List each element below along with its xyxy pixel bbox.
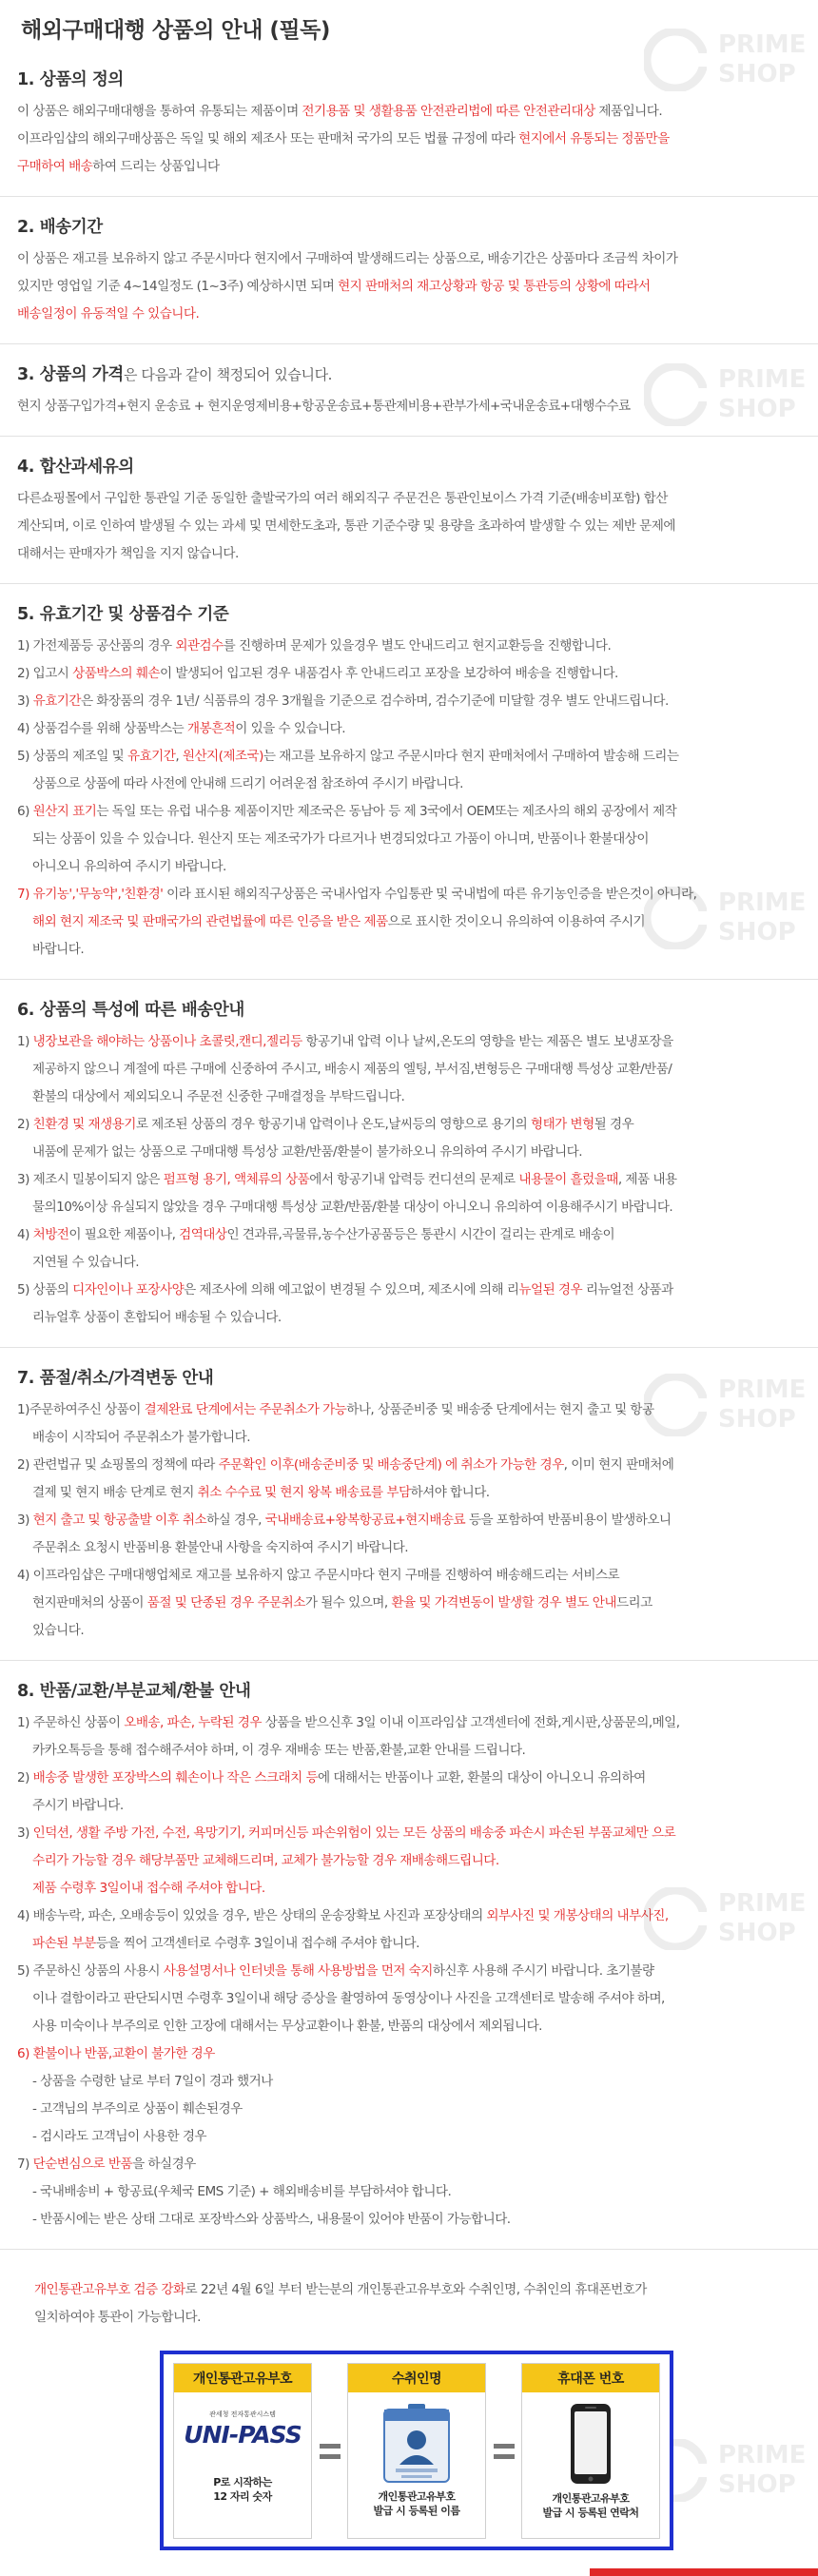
list-item [17, 1507, 801, 1534]
text: 7) [17, 2156, 33, 2172]
list-item-continued: 카카오톡등을 통해 접수해주셔야 하며, 이 경우 재배송 또는 반품,환불,교환 안내를 드립니다. [32, 1743, 526, 1758]
caption-line: 개인통관고유부호 [552, 2492, 630, 2505]
list-item-continued: 수리가 가능할 경우 해당부품만 교체해드리며, 교체가 불가능할 경우 재배송해드립니다. [32, 1853, 499, 1868]
text: 4) [17, 1227, 33, 1242]
highlight-text: 상품박스의 훼손 [72, 666, 160, 681]
watermark-line1: PRIME [718, 2441, 807, 2469]
list-item [17, 1396, 801, 1424]
smartphone-icon [569, 2402, 613, 2486]
highlight-text: 배송일정이 유동적일 수 있습니다. [17, 306, 200, 322]
equals-icon [314, 2363, 346, 2539]
text: 현지판매처의 상품이 [32, 1595, 147, 1610]
list-item-continued: 배송이 시작되어 주문취소가 불가합니다. [32, 1430, 250, 1445]
list-item [17, 1765, 801, 1792]
highlight-text: 품절 및 단종된 경우 주문취소 [146, 1595, 305, 1610]
highlight-text: 처방전 [32, 1227, 69, 1242]
highlight-text: 현지 출고 및 항공출발 이후 취소 [32, 1512, 207, 1528]
card-caption [542, 2491, 638, 2520]
list-item [17, 2151, 801, 2178]
section-title: 7. 품절/취소/가격변동 안내 [17, 1369, 214, 1388]
text: 으로 표시한 것이오니 유의하여 이용하여 주시기 [387, 914, 646, 929]
text: 3) [17, 1825, 33, 1841]
list-item-continued [17, 1590, 801, 1617]
list-item-continued [17, 1930, 801, 1958]
text: 등을 포함하여 반품비용이 발생하오니 [465, 1512, 672, 1528]
list-item [17, 1903, 801, 1930]
text: 에서 항공기내 압력등 컨디션의 문제로 [309, 1172, 519, 1187]
section-product-definition [0, 55, 818, 196]
list-item-sub: - 검시라도 고객님이 사용한 경우 [32, 2129, 206, 2144]
text: , 이미 현지 판매처에 [563, 1457, 674, 1473]
highlight-text: 환율 및 가격변동이 발생할 경우 별도 안내 [391, 1595, 616, 1610]
highlight-text: 해외 현지 제조국 및 판매국가의 관련법률에 따른 인증을 받은 제품 [32, 914, 388, 929]
list-item-sub: - 고객님의 부주의로 상품이 훼손된경우 [32, 2101, 243, 2117]
text: 5) 상품의 제조일 및 [17, 749, 128, 764]
paragraph: 다른쇼핑몰에서 구입한 통관일 기준 동일한 출발국가의 여러 해외직구 주문건은 통관인보이스 가격 기준(배송비포함) 합산 [17, 491, 668, 506]
text: 는 재고를 보유하지 않고 주문시마다 현지 판매처에서 구매하여 발송해 드리는 [263, 749, 679, 764]
list-item-continued: 환불의 대상에서 제외되오니 주문전 신중한 구매결정을 부탁드립니다. [32, 1089, 405, 1104]
text: , [175, 749, 183, 764]
highlight-text: 전기용품 및 생활용품 안전관리법에 따른 안전관리대상 [302, 104, 595, 119]
text: 로 22년 4월 6일 부터 받는분의 개인통관고유부호와 수취인명, 수취인의 휴대폰번호가 [185, 2282, 647, 2297]
highlight-text: 취소 수수료 및 현지 왕복 배송료를 부담 [197, 1485, 411, 1500]
card-body [348, 2392, 485, 2538]
watermark-line1: PRIME [718, 30, 807, 59]
text: 1) 가전제품등 공산품의 경우 [17, 638, 176, 654]
text: 이 있을 수 있습니다. [235, 721, 345, 736]
section-title: 2. 배송기간 [17, 218, 103, 237]
card-customs-code [173, 2363, 312, 2539]
text: 하나, 상품준비중 및 배송중 단계에서는 현지 출고 및 항공 [346, 1402, 654, 1417]
highlight-text: 내용물이 흘렀을때 [518, 1172, 618, 1187]
paragraph [17, 153, 801, 181]
section-title: 4. 합산과세유의 [17, 458, 134, 477]
text: 은 제조사에 의해 예고없이 변경될 수 있으며, 제조시에 의해 리 [184, 1282, 519, 1298]
section-delivery-period [0, 196, 818, 343]
card-header: 개인통관고유부호 [174, 2364, 311, 2392]
watermark-line1: PRIME [718, 888, 807, 917]
highlight-text: 오배송, 파손, 누락된 경우 [124, 1715, 262, 1730]
text: 3) 제조시 밀봉이되지 않은 [17, 1172, 164, 1187]
section-title: 6. 상품의 특성에 따른 배송안내 [17, 1001, 244, 1020]
list-item [17, 1277, 801, 1304]
highlight-text: 현지 판매처의 재고상황과 항공 및 통관등의 상황에 따라서 [338, 279, 651, 294]
caption-line: 발급 시 등록된 연락처 [542, 2507, 639, 2519]
text: 에 대해서는 반품이나 교환, 환불의 대상이 아니오니 유의하여 [318, 1770, 646, 1786]
paragraph [17, 98, 801, 126]
section-expiry-inspection [0, 583, 818, 979]
watermark-line1: PRIME [718, 1889, 807, 1918]
card-caption [213, 2475, 272, 2504]
page-title: 해외구매대행 상품의 안내 (필독) [21, 17, 330, 43]
text: 은 화장품의 경우 1년/ 식품류의 경우 3개월을 기준으로 검수하며, 검수기준에 미달할 경우 별도 안내드립니다. [80, 693, 669, 709]
text: 6) [17, 804, 33, 819]
list-item-continued: 이나 결함이라고 판단되시면 수령후 3일이내 해당 증상을 촬영하여 동영상이나 사진을 고객센터로 발송해 주셔야 하며, [32, 1991, 665, 2006]
list-item [17, 1028, 801, 1056]
text: 하여 드리는 상품입니다 [92, 159, 220, 174]
section-title: 8. 반품/교환/부분교체/환불 안내 [17, 1682, 251, 1701]
text: 1) [17, 1034, 33, 1049]
list-item [17, 1709, 801, 1737]
list-item [17, 633, 801, 660]
text: 이 발생되어 입고된 경우 내품검사 후 안내드리고 포장을 보강하여 배송을 진행합니다. [159, 666, 618, 681]
highlight-text: 배송중 발생한 포장박스의 훼손이나 작은 스크래치 등 [32, 1770, 319, 1786]
paragraph: 대해서는 판매자가 책임을 지지 않습니다. [17, 546, 239, 561]
watermark-line1: PRIME [718, 1376, 807, 1404]
text: 하신후 사용해 주시기 바랍니다. 초기불량 [432, 1963, 654, 1979]
section-title-main: 3. 상품의 가격 [17, 365, 124, 384]
list-item-continued: 되는 상품이 있을 수 있습니다. 원산지 또는 제조국가가 다르거나 변경되었다고 가품이 아니며, 반품이나 환불대상이 [32, 831, 649, 847]
watermark-line2: SHOP [718, 1919, 796, 1947]
highlight-text: 외관검수 [175, 638, 224, 654]
list-item: 6) 환불이나 반품,교환이 불가한 경우 [17, 2046, 215, 2061]
highlight-text: 개봉흔적 [186, 721, 236, 736]
list-item-continued: 상품으로 상품에 따라 사전에 안내해 드리기 어려운점 참조하여 주시기 바랍니다. [32, 776, 463, 791]
text: 1)주문하여주신 상품이 [17, 1402, 145, 1417]
text: 2) [17, 1117, 33, 1132]
list-item-continued: 주문취소 요청시 반품비용 환불안내 사항을 숙지하여 주시기 바랍니다. [32, 1540, 409, 1555]
list-item-continued: 지연될 수 있습니다. [32, 1255, 139, 1270]
text: 이프라임샵의 해외구매상품은 독일 및 해외 제조사 또는 판매처 국가의 모든 법률 규정에 따라 [17, 131, 519, 146]
highlight-text: 사용설명서나 인터넷을 통해 사용방법을 먼저 숙지 [163, 1963, 433, 1979]
paragraph [17, 273, 801, 301]
list-item [17, 798, 801, 826]
section-return-exchange-refund [0, 1660, 818, 2249]
text: 리뉴얼전 상품과 [582, 1282, 673, 1298]
list-item-continued [17, 908, 801, 936]
text: 3) [17, 693, 33, 709]
list-item-continued: 주시기 바랍니다. [32, 1798, 124, 1813]
highlight-text: 인덕션, 생활 주방 가전, 수전, 욕망기기, 커피머신등 파손위험이 있는 모든 상품의 배송중 파손시 파손된 부품교체만 으로 [32, 1825, 676, 1841]
highlight-text: 7) 유기농','무농약','친환경' [17, 887, 164, 902]
id-card-icon [380, 2402, 453, 2484]
highlight-text: 뉴얼된 경우 [518, 1282, 583, 1298]
card-recipient-name [347, 2363, 486, 2539]
watermark-line2: SHOP [718, 918, 796, 946]
watermark-line2: SHOP [718, 395, 796, 423]
text: 결제 및 현지 배송 단계로 현지 [32, 1485, 198, 1500]
list-item-sub: - 반품시에는 받은 상태 그대로 포장박스와 상품박스, 내용물이 있어야 반품이 가능합니다. [32, 2212, 511, 2227]
text: 등을 찍어 고객센터로 수령후 3일이내 접수해 주셔야 합니다. [95, 1936, 419, 1951]
highlight-text: 국내배송료+왕복항공료+현지배송료 [264, 1512, 466, 1528]
paragraph: 일치하여야 통관이 가능합니다. [34, 2310, 201, 2325]
text: 하실 경우, [206, 1512, 265, 1528]
highlight-text: 냉장보관을 해야하는 상품이나 초콜릿,캔디,젤리등 [32, 1034, 302, 1049]
text: 4) 상품검수를 위해 상품박스는 [17, 721, 187, 736]
list-item-continued: 바랍니다. [32, 942, 85, 957]
caption-line: 12 자리 숫자 [213, 2490, 272, 2503]
highlight-text: 친환경 및 재생용기 [32, 1117, 136, 1132]
highlight-text: 원산지(제조국) [182, 749, 263, 764]
watermark-line2: SHOP [718, 2470, 796, 2499]
text: 있지만 영업일 기준 4~14일정도 (1~3주) 예상하시면 되며 [17, 279, 339, 294]
list-item [17, 1820, 801, 1847]
highlight-text: 주문확인 이후(배송준비중 및 배송중단계) 에 취소가 가능한 경우 [218, 1457, 564, 1473]
list-item-continued: 아니오니 유의하여 주시기 바랍니다. [32, 859, 226, 874]
highlight-text: 현지에서 유통되는 정품만을 [518, 131, 670, 146]
caption-line: 개인통관고유부호 [378, 2490, 456, 2503]
footer-accent-bar [0, 2568, 818, 2576]
list-item [17, 688, 801, 715]
text: 4) 배송누락, 파손, 오배송등이 있었을 경우, 받은 상태의 운송장확보 사진과 포장상태의 [17, 1908, 487, 1923]
card-header: 수취인명 [348, 2364, 485, 2392]
paragraph: 계산되며, 이로 인하여 발생될 수 있는 과세 및 면세한도초과, 통관 기준수량 및 용량을 초과하여 발생할 수 있는 제반 문제에 [17, 518, 675, 534]
text: 5) 주문하신 상품의 사용시 [17, 1963, 164, 1979]
text: 드리고 [615, 1595, 652, 1610]
card-caption [374, 2489, 460, 2518]
text: 2) 관련법규 및 쇼핑몰의 정책에 따라 [17, 1457, 219, 1473]
caption-line: P로 시작하는 [213, 2476, 272, 2488]
card-header: 휴대폰 번호 [522, 2364, 659, 2392]
section-title: 1. 상품의 정의 [17, 70, 124, 89]
card-body [174, 2392, 311, 2538]
text: 1) 주문하신 상품이 [17, 1715, 125, 1730]
text: 을 하실경우 [132, 2156, 196, 2172]
section-price [0, 343, 818, 436]
text: 상품을 받으신후 3일 이내 이프라임샵 고객센터에 전화,게시판,상품문의,메일, [261, 1715, 680, 1730]
text: 이 상품은 해외구매대행을 통하여 유통되는 제품이며 [17, 104, 302, 119]
highlight-text: 펌프형 용기, 액체류의 상품 [163, 1172, 310, 1187]
list-item-continued: 사용 미숙이나 부주의로 인한 고장에 대해서는 무상교환이나 환불, 반품의 대상에서 제외됩니다. [32, 2019, 542, 2034]
list-item [17, 1958, 801, 1985]
highlight-text: 단순변심으로 반품 [32, 2156, 133, 2172]
text: 로 제조된 상품의 경우 항공기내 압력이나 온도,날씨등의 영향으로 용기의 [135, 1117, 531, 1132]
customs-id-diagram [160, 2351, 673, 2550]
list-item: 4) 이프라임샵은 구매대행업체로 재고를 보유하지 않고 주문시마다 현지 구매를 진행하여 배송해드리는 서비스로 [17, 1568, 620, 1583]
list-item-continued: 제공하지 않으니 계절에 따른 구매에 신중하여 주시고, 배송시 제품의 엘팅, 부서짐,변형등은 구매대행 특성상 교환/반품/ [32, 1062, 672, 1077]
section-title: 5. 유효기간 및 상품검수 기준 [17, 605, 229, 624]
list-item-sub: - 상품을 수령한 날로 부터 7일이 경과 했거나 [32, 2074, 273, 2089]
text: 인 견과류,곡물류,농수산가공품등은 통관시 시간이 걸리는 관계로 배송이 [226, 1227, 615, 1242]
text: 를 진행하며 문제가 있을경우 별도 안내드리고 현지교환등을 진행합니다. [223, 638, 612, 654]
list-item [17, 1111, 801, 1139]
equals-icon [488, 2363, 520, 2539]
paragraph: 현지 상품구입가격+현지 운송료 + 현지운영제비용+항공운송료+통관제비용+관부가세+국내운송료+대행수수료 [17, 399, 631, 414]
list-item-continued: 제품 수령후 3일이내 접수해 주셔야 합니다. [32, 1881, 265, 1896]
watermark-line2: SHOP [718, 60, 796, 88]
highlight-text: 구매하여 배송 [17, 159, 93, 174]
unipass-caption: 관세청 전자통관시스템 [209, 2410, 276, 2418]
list-item-continued [17, 1479, 801, 1507]
highlight-text: 개인통관고유부호 검증 강화 [34, 2282, 185, 2297]
list-item [17, 1452, 801, 1479]
list-item [17, 660, 801, 688]
section-shipping-by-product [0, 979, 818, 1347]
list-item [17, 1166, 801, 1194]
highlight-text: 유효기간 [32, 693, 81, 709]
list-item [17, 715, 801, 743]
text: 이 필요한 제품이나, [68, 1227, 180, 1242]
paragraph: 이 상품은 재고를 보유하지 않고 주문시마다 현지에서 구매하여 발생해드리는 상품으로, 배송기간은 상품마다 조금씩 차이가 [17, 251, 678, 266]
customs-id-notice [0, 2249, 818, 2571]
list-item-continued: 있습니다. [32, 1623, 85, 1638]
list-item [17, 881, 801, 908]
text: 는 독일 또는 유럽 내수용 제품이지만 제조국은 동남아 등 제 3국에서 OEM또는 제조사의 해외 공장에서 제작 [96, 804, 677, 819]
caption-line: 발급 시 등록된 이름 [373, 2505, 460, 2517]
unipass-logo: UNI-PASS [184, 2421, 302, 2449]
list-item-continued: 리뉴얼후 상품이 혼합되어 배송될 수 있습니다. [32, 1310, 282, 1325]
text: 될 경우 [594, 1117, 634, 1132]
watermark-line1: PRIME [718, 365, 807, 394]
highlight-text: 외부사진 및 개봉상태의 내부사진, [486, 1908, 669, 1923]
section-title [17, 361, 801, 385]
highlight-text: 유효기간 [127, 749, 176, 764]
card-phone-number [521, 2363, 660, 2539]
text: 2) [17, 1770, 33, 1786]
highlight-text: 원산지 표기 [32, 804, 97, 819]
text: 2) 입고시 [17, 666, 73, 681]
list-item-continued: 물의10%이상 유실되지 않았을 경우 구매대행 특성상 교환/반품/환불 대상이 아니오니 유의하여 이용해주시기 바랍니다. [32, 1200, 673, 1215]
paragraph [17, 126, 801, 153]
text: 제품입니다. [594, 104, 663, 119]
section-title-tail: 은 다음과 같이 책정되어 있습니다. [123, 366, 333, 383]
text: , 제품 내용 [617, 1172, 677, 1187]
paragraph [17, 301, 801, 328]
highlight-text: 파손된 부분 [32, 1936, 96, 1951]
highlight-text: 형태가 변형 [530, 1117, 594, 1132]
highlight-text: 검역대상 [179, 1227, 227, 1242]
watermark-line2: SHOP [718, 1405, 796, 1434]
text: 이라 표시된 해외직구상품은 국내사업자 수입통관 및 국내법에 따른 유기농인증을 받은것이 아니라, [163, 887, 697, 902]
list-item [17, 743, 801, 771]
page-header [0, 0, 818, 55]
text: 3) [17, 1512, 33, 1528]
list-item-continued: 내품에 문제가 없는 상품으로 구매대행 특성상 교환/반품/환불이 불가하오니 유의하여 주시기 바랍니다. [32, 1144, 582, 1160]
card-body [522, 2392, 659, 2538]
text: 가 될수 있으며, [304, 1595, 392, 1610]
text: 하셔야 합니다. [410, 1485, 490, 1500]
list-item [17, 1221, 801, 1249]
text: 5) 상품의 [17, 1282, 73, 1298]
paragraph [34, 2276, 799, 2304]
highlight-text: 결제완료 단계에서는 주문취소가 가능 [144, 1402, 347, 1417]
list-item-sub: - 국내배송비 + 항공료(우체국 EMS 기준) + 해외배송비를 부담하셔야 합니다. [32, 2184, 452, 2199]
highlight-text: 디자인이나 포장사양 [72, 1282, 185, 1298]
text: 항공기내 압력 이나 날씨,온도의 영향을 받는 제품은 별도 보냉포장을 [302, 1034, 673, 1049]
section-soldout-cancel-price [0, 1347, 818, 1660]
section-combined-tax [0, 436, 818, 583]
